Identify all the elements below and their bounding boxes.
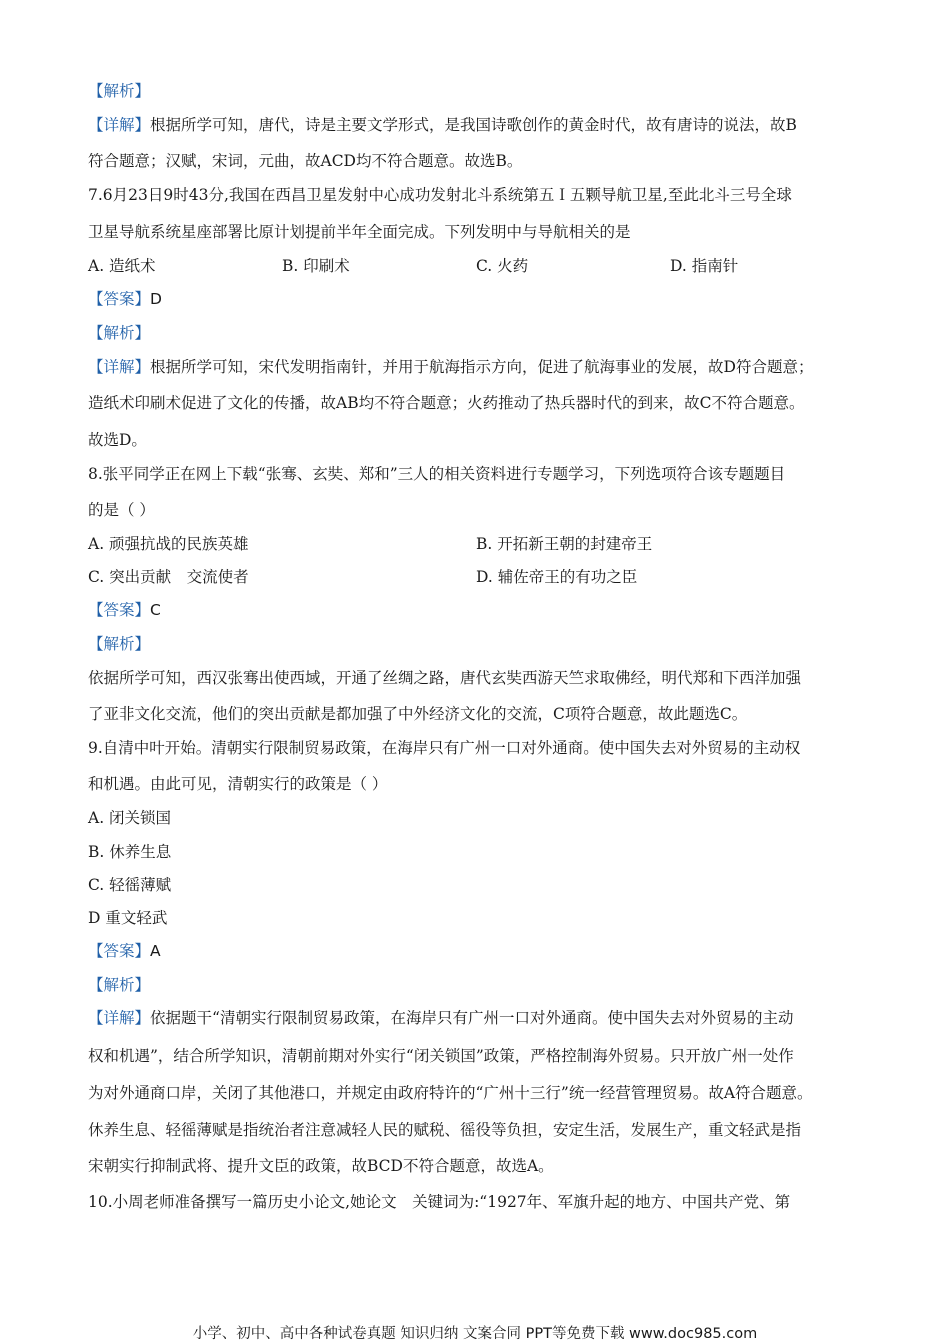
q7-detail-label: 【详解】 — [88, 358, 151, 376]
q8-answer-label: 【答案】 — [88, 601, 151, 619]
q7-stem-line-2: 卫星导航系统星座部署比原计划提前半年全面完成。下列发明中与导航相关的是 — [88, 223, 631, 241]
q7-detail-line-3: 故选D。 — [88, 431, 147, 449]
q9-option-a: A. 闭关锁国 — [88, 809, 172, 827]
q7-stem-line-1: 7.6月23日9时43分,我国在西昌卫星发射中心成功发射北斗系统第五Ｉ五颗导航卫星,至此北斗三号全球 — [88, 186, 792, 204]
q8-analysis-heading: 【解析】 — [88, 635, 151, 653]
q7-option-b: B. 印刷术 — [282, 257, 350, 275]
q6-detail-text-1: 根据所学可知，唐代，诗是主要文学形式，是我国诗歌创作的黄金时代，故有唐诗的说法，故B — [150, 116, 797, 134]
q9-answer-label: 【答案】 — [88, 942, 151, 960]
q7-answer — [88, 289, 870, 309]
page-footer: 小学、初中、高中各种试卷真题 知识归纳 文案合同 PPT等免费下载 www.doc985.com — [192, 1326, 758, 1342]
q7-detail-text-1: 根据所学可知，宋代发明指南针，并用于航海指示方向，促进了航海事业的发展，故D符合题意； — [150, 358, 814, 376]
q7-analysis-heading: 【解析】 — [88, 324, 151, 342]
q8-stem-line-1: 8.张平同学正在网上下载“张骞、玄奘、郑和”三人的相关资料进行专题学习，下列选项符合该专题题目 — [88, 465, 786, 483]
q7-option-a: A. 造纸术 — [88, 257, 156, 275]
q8-option-c: C. 突出贡献 交流使者 — [88, 568, 249, 586]
q9-detail-line-2: 权和机遇”，结合所学知识，清朝前期对外实行“闭关锁国”政策，严格控制海外贸易。只开放广州一处作 — [88, 1047, 794, 1065]
q8-option-a: A. 顽强抗战的民族英雄 — [88, 535, 249, 553]
q9-option-c: C. 轻徭薄赋 — [88, 876, 172, 894]
q8-answer — [88, 600, 870, 620]
q7-detail-line-1 — [88, 357, 870, 377]
q9-option-b: B. 休养生息 — [88, 843, 172, 861]
q9-option-d: D 重文轻武 — [88, 909, 168, 927]
q9-detail-line-3: 为对外通商口岸，关闭了其他港口，并规定由政府特许的“广州十三行”统一经营管理贸易。故A符合题意。 — [88, 1084, 813, 1102]
q9-detail-line-5: 宋朝实行抑制武将、提升文臣的政策，故BCD不符合题意，故选A。 — [88, 1157, 554, 1175]
q9-detail-label: 【详解】 — [88, 1009, 151, 1027]
q7-detail-line-2: 造纸术印刷术促进了文化的传播，故AB均不符合题意；火药推动了热兵器时代的到来，故C不符合题意。 — [88, 394, 805, 412]
q8-option-d: D. 辅佐帝王的有功之臣 — [476, 568, 638, 586]
q7-option-d: D. 指南针 — [670, 257, 739, 275]
q9-detail-line-1 — [88, 1008, 870, 1028]
q8-answer-value: C — [150, 601, 161, 619]
q7-answer-label: 【答案】 — [88, 290, 151, 308]
q8-stem-line-2: 的是（ ） — [88, 501, 155, 519]
q6-detail-line-1 — [88, 115, 870, 135]
q6-analysis-heading: 【解析】 — [88, 82, 151, 100]
q9-answer-value: A — [150, 942, 161, 960]
q9-stem-line-2: 和机遇。由此可见，清朝实行的政策是（ ） — [88, 775, 388, 793]
q6-detail-label: 【详解】 — [88, 116, 151, 134]
q6-detail-line-2: 符合题意；汉赋，宋词，元曲，故ACD均不符合题意。故选B。 — [88, 152, 523, 170]
q8-detail-line-1: 依据所学可知，西汉张骞出使西域，开通了丝绸之路，唐代玄奘西游天竺求取佛经，明代郑和下西洋加强 — [88, 669, 802, 687]
q8-detail-line-2: 了亚非文化交流，他们的突出贡献是都加强了中外经济文化的交流，C项符合题意，故此题选C。 — [88, 705, 748, 723]
q9-detail-line-4: 休养生息、轻徭薄赋是指统治者注意减轻人民的赋税、徭役等负担，安定生活，发展生产，重文轻武是指 — [88, 1121, 802, 1139]
q7-answer-value: D — [150, 290, 162, 308]
q7-option-c: C. 火药 — [476, 257, 529, 275]
q9-stem-line-1: 9.自清中叶开始。清朝实行限制贸易政策，在海岸只有广州一口对外通商。使中国失去对外贸易的主动权 — [88, 739, 801, 757]
q9-analysis-heading: 【解析】 — [88, 976, 151, 994]
q9-detail-text-1: 依据题干“清朝实行限制贸易政策，在海岸只有广州一口对外通商。使中国失去对外贸易的主动 — [150, 1009, 794, 1027]
q10-stem-line-1: 10.小周老师准备撰写一篇历史小论文,她论文 关键词为:“1927年、军旗升起的地方、中国共产党、第 — [88, 1193, 791, 1211]
q8-option-b: B. 开拓新王朝的封建帝王 — [476, 535, 653, 553]
q9-answer — [88, 941, 870, 961]
